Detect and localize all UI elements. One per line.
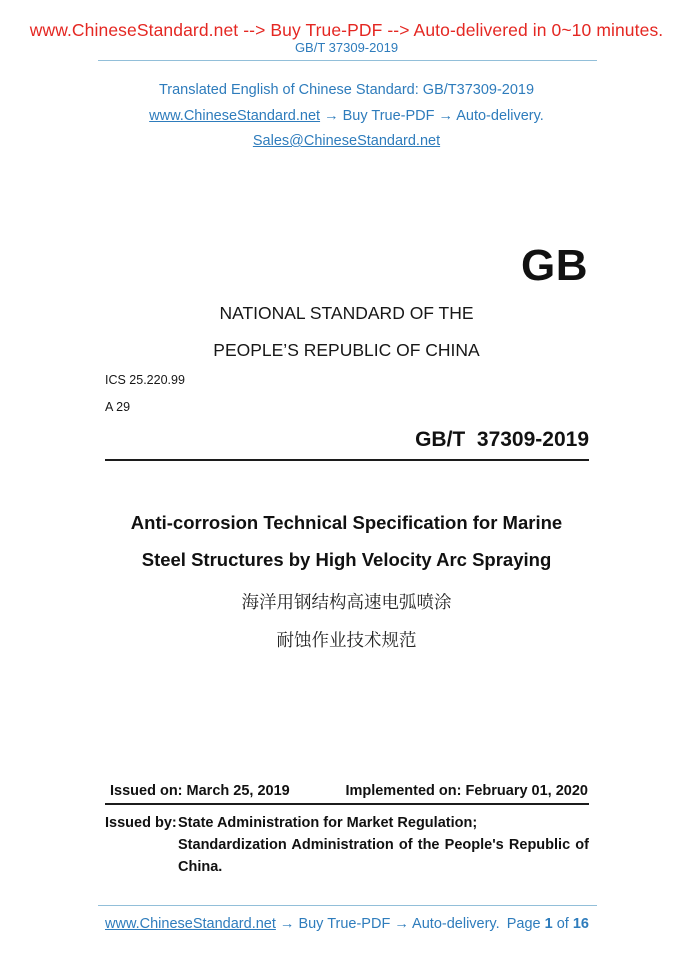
translated-title-line: Translated English of Chinese Standard: GB/T37309-2019	[158, 82, 535, 98]
buy-line-rest: → Buy True-PDF → Auto-delivery.	[320, 108, 544, 124]
buy-line	[0, 108, 693, 124]
issuer-line2: Standardization Administration of the People's Republic of	[178, 837, 589, 853]
divider-top-blue	[98, 60, 597, 61]
divider-under-standard-number	[105, 459, 589, 461]
title-chinese-line1: 海洋用钢结构高速电弧喷涂	[241, 593, 452, 613]
issuer-line1: State Administration for Market Regulation;	[178, 815, 478, 831]
issuance-dates-row	[110, 783, 588, 799]
page-of-label: of	[556, 916, 569, 932]
footer-buy-rest: → Buy True-PDF → Auto-delivery.	[275, 916, 500, 932]
site-link[interactable]: www.ChineseStandard.net	[149, 108, 321, 124]
title-english-line2: Steel Structures by High Velocity Arc Spraying	[141, 549, 552, 570]
page-footer	[105, 916, 589, 932]
page-indicator	[507, 916, 589, 932]
footer-site-link[interactable]: www.ChineseStandard.net	[105, 916, 276, 932]
national-standard-line2: PEOPLE’S REPUBLIC OF CHINA	[213, 340, 480, 360]
issuer-line3: China.	[178, 859, 223, 875]
ics-code: ICS 25.220.99	[105, 373, 185, 387]
issued-by-block	[105, 812, 589, 878]
issued-on-date: Issued on: March 25, 2019	[110, 783, 290, 799]
page-current: 1	[544, 916, 553, 932]
sales-line	[0, 133, 693, 149]
classification-code: A 29	[105, 400, 131, 414]
promo-banner: www.ChineseStandard.net --> Buy True-PDF --> Auto-delivered in 0~10 minutes.	[29, 20, 664, 40]
issued-by-label: Issued by:	[105, 815, 177, 831]
national-standard-line1: NATIONAL STANDARD OF THE	[219, 303, 474, 323]
implemented-on-date: Implemented on: February 01, 2020	[345, 783, 588, 799]
header-doc-code: GB/T 37309-2019	[294, 40, 399, 55]
divider-bottom-blue	[98, 905, 597, 906]
page-label: Page	[506, 916, 541, 932]
footer-buy-line	[105, 916, 500, 932]
divider-under-dates	[105, 803, 589, 805]
issuer-names	[178, 812, 589, 878]
gb-logo-mark: GB	[521, 241, 588, 290]
title-chinese-line2: 耐蚀作业技术规范	[276, 631, 417, 651]
standard-number: GB/T 37309-2019	[415, 428, 589, 451]
title-english-line1: Anti-corrosion Technical Specification for Marine	[130, 512, 563, 533]
sales-email-link[interactable]: Sales@ChineseStandard.net	[252, 133, 441, 149]
page-total: 16	[572, 916, 589, 932]
